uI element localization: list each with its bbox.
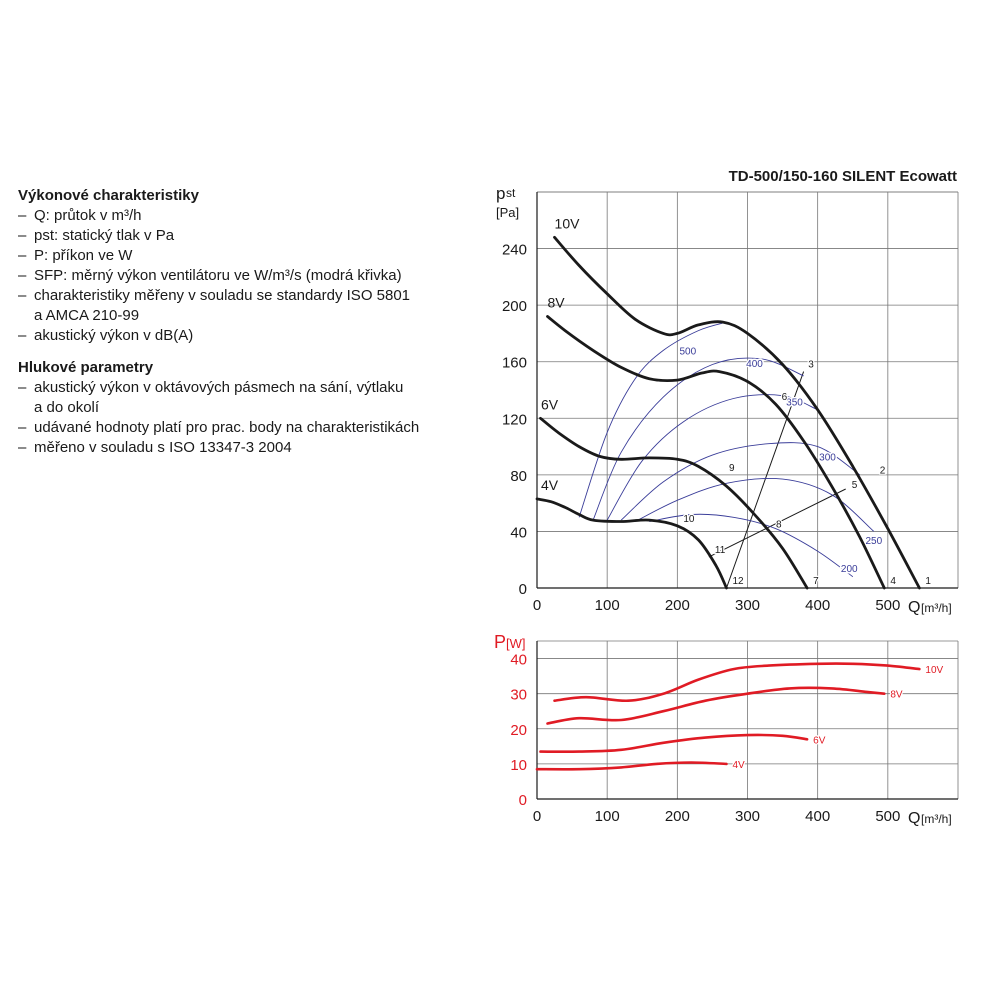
operating-point-label: 3 bbox=[808, 359, 814, 371]
list-item: – charakteristiky měřeny v souladu se standardy ISO 5801 a AMCA 210-99 bbox=[18, 286, 478, 326]
y-tick-label: 240 bbox=[501, 241, 527, 259]
sfp-label: 250 bbox=[865, 535, 883, 547]
list-item: – akustický výkon v oktávových pásmech na sání, výtlaku a do okolí bbox=[18, 378, 478, 418]
sfp-label: 350 bbox=[786, 397, 803, 409]
y-axis-unit: [W] bbox=[506, 636, 526, 651]
operating-point-label: 8 bbox=[775, 519, 782, 531]
section-title-performance: Výkonové charakteristiky bbox=[18, 187, 199, 204]
x-tick-label: 0 bbox=[532, 597, 542, 614]
series-label: 6V bbox=[541, 396, 559, 413]
sfp-label: 300 bbox=[819, 452, 836, 464]
x-tick-label: 500 bbox=[875, 597, 901, 614]
y-tick-label: 40 bbox=[510, 524, 527, 542]
operating-point-label: 5 bbox=[851, 479, 858, 491]
power-curve-6V bbox=[541, 735, 808, 752]
x-tick-label: 300 bbox=[734, 597, 761, 614]
power-curve-8V bbox=[548, 688, 885, 724]
x-tick-label: 200 bbox=[664, 597, 690, 614]
x-axis-unit: [m³/h] bbox=[921, 812, 952, 826]
operating-point-label: 12 bbox=[732, 576, 744, 587]
sfp-curve-400 bbox=[593, 358, 804, 520]
operating-point-label: 6 bbox=[781, 392, 788, 404]
list-item: – SFP: měrný výkon ventilátoru ve W/m³/s (modrá křivka) bbox=[18, 266, 478, 286]
x-tick-label: 400 bbox=[805, 808, 831, 825]
x-tick-label: 100 bbox=[594, 597, 620, 614]
chart-title: TD-500/150-160 SILENT Ecowatt bbox=[728, 168, 957, 185]
list-item: – udávané hodnoty platí pro prac. body na charakteristikách bbox=[18, 418, 478, 438]
y-axis-label: P bbox=[494, 632, 507, 652]
series-label: 10V bbox=[554, 215, 580, 232]
x-axis-label: Q bbox=[908, 599, 921, 616]
operating-point-label: 11 bbox=[714, 544, 726, 556]
series-label: 8V bbox=[890, 689, 903, 701]
operating-point-label: 10 bbox=[683, 513, 695, 525]
sfp-curve-200 bbox=[649, 514, 853, 576]
y-axis-unit: [Pa] bbox=[496, 205, 520, 220]
x-axis-unit: [m³/h] bbox=[921, 601, 952, 615]
y-tick-label: 20 bbox=[510, 721, 527, 739]
y-axis-label-subscript: st bbox=[506, 186, 516, 200]
sfp-label: 400 bbox=[746, 359, 763, 371]
x-tick-label: 200 bbox=[664, 808, 690, 825]
y-tick-label: 160 bbox=[501, 354, 527, 372]
operating-point-label: 1 bbox=[925, 576, 931, 587]
list-item: – pst: statický tlak v Pa bbox=[18, 226, 478, 246]
series-label: 6V bbox=[813, 735, 826, 747]
x-tick-label: 500 bbox=[875, 808, 901, 825]
y-tick-label: 30 bbox=[510, 686, 527, 704]
list-item-continuation: a do okolí bbox=[34, 399, 100, 416]
section-title-noise: Hlukové parametry bbox=[18, 359, 154, 376]
operating-point-label: 9 bbox=[728, 462, 735, 474]
y-tick-label: 120 bbox=[501, 411, 527, 429]
power-chart bbox=[494, 632, 958, 827]
operating-point-label: 7 bbox=[813, 576, 819, 587]
y-tick-label: 200 bbox=[501, 298, 527, 316]
x-tick-label: 400 bbox=[805, 597, 831, 614]
list-item: – akustický výkon v dB(A) bbox=[18, 326, 478, 346]
y-tick-label: 10 bbox=[510, 756, 527, 774]
x-tick-label: 0 bbox=[532, 808, 542, 825]
sfp-label: 500 bbox=[679, 346, 697, 358]
x-tick-label: 100 bbox=[594, 808, 620, 825]
x-axis-label: Q bbox=[908, 810, 921, 827]
list-item: – Q: průtok v m³/h bbox=[18, 206, 478, 226]
series-label: 10V bbox=[925, 665, 944, 677]
sfp-label: 200 bbox=[840, 564, 858, 576]
list-item: – měřeno v souladu s ISO 13347-3 2004 bbox=[18, 438, 478, 458]
operating-point-label: 2 bbox=[879, 465, 886, 477]
list-item: – P: příkon ve W bbox=[18, 246, 478, 266]
series-label: 4V bbox=[541, 476, 559, 493]
series-label: 8V bbox=[547, 294, 565, 311]
x-tick-label: 300 bbox=[734, 808, 761, 825]
y-tick-label: 0 bbox=[518, 581, 527, 598]
y-tick-label: 80 bbox=[510, 467, 527, 485]
fan-curve-4V bbox=[537, 499, 727, 588]
y-tick-label: 40 bbox=[510, 651, 527, 669]
pressure-chart bbox=[496, 168, 958, 616]
operating-point-label: 4 bbox=[890, 576, 896, 587]
list-item-continuation: a AMCA 210-99 bbox=[34, 307, 140, 324]
y-axis-label: p bbox=[496, 184, 506, 203]
sfp-curve-500 bbox=[579, 322, 726, 517]
series-label: 4V bbox=[732, 759, 745, 771]
y-tick-label: 0 bbox=[518, 792, 527, 809]
